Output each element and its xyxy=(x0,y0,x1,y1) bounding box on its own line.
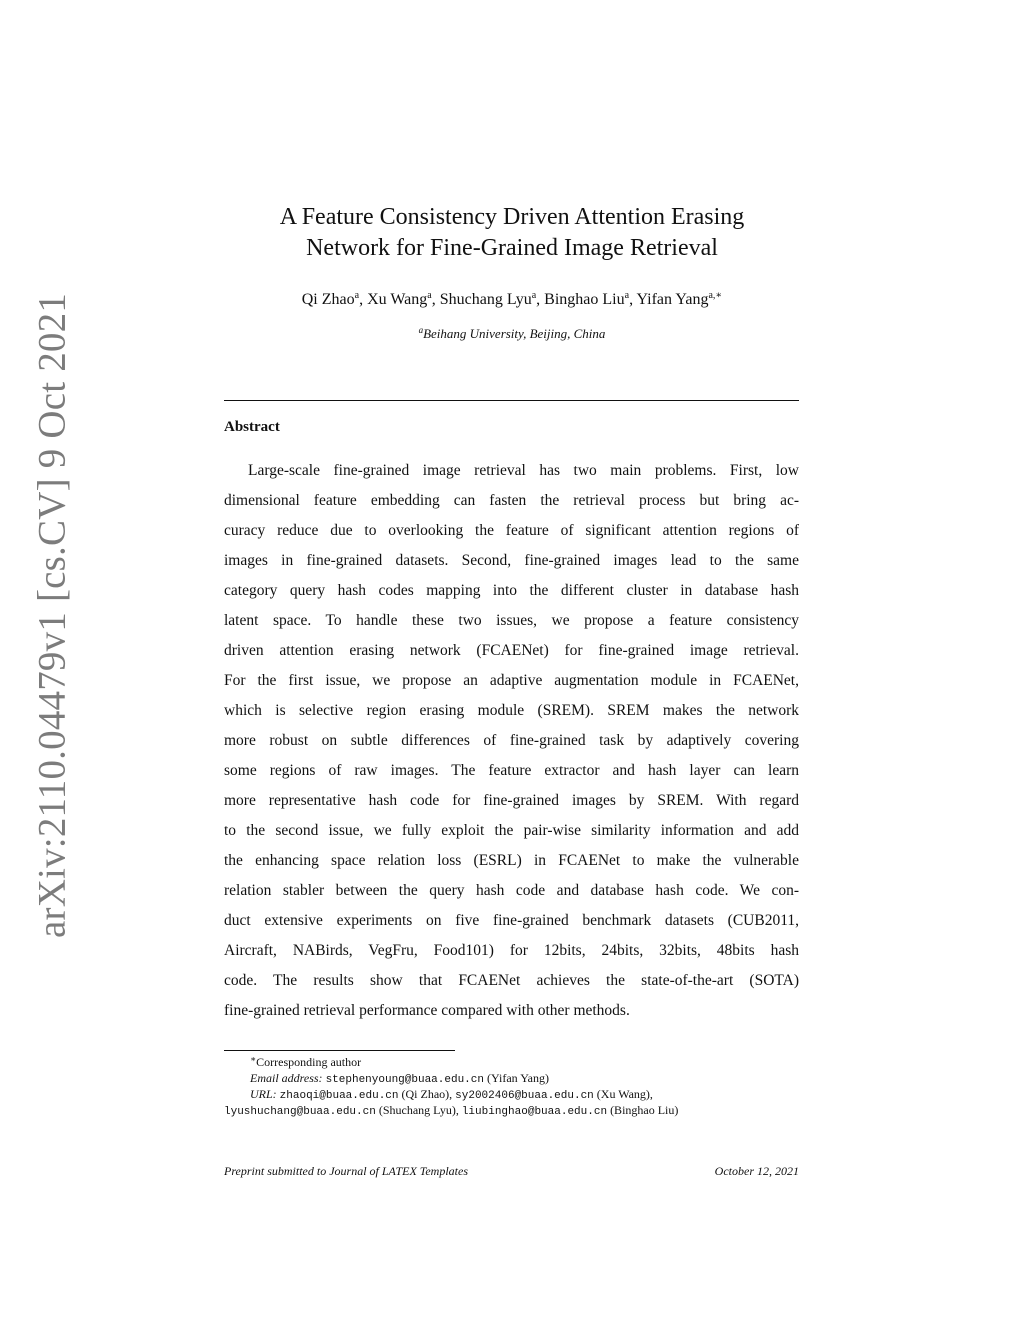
date-footer: October 12, 2021 xyxy=(714,1164,799,1178)
url-owner: (Shuchang Lyu), xyxy=(378,1103,459,1117)
abstract-line: more representative hash code for fine-grained images by SREM. With regard xyxy=(224,792,799,809)
author-name: Yifan Yang xyxy=(636,291,709,308)
abstract-line: code. The results show that FCAENet achieves the state-of-the-art (SOTA) xyxy=(224,972,799,989)
abstract-line: latent space. To handle these two issues, we propose a feature consistency xyxy=(224,612,799,629)
url-link[interactable]: zhaoqi@buaa.edu.cn xyxy=(279,1090,399,1102)
email-owner: (Yifan Yang) xyxy=(487,1071,549,1085)
author-affiliation-mark: a xyxy=(354,290,360,301)
url-label: URL: xyxy=(250,1087,277,1101)
abstract-heading: Abstract xyxy=(224,419,280,435)
email-label: Email address: xyxy=(250,1071,323,1085)
author-affiliation-mark: a,∗ xyxy=(708,290,723,301)
author-name: Qi Zhao xyxy=(301,291,355,308)
url-link[interactable]: lyushuchang@buaa.edu.cn xyxy=(224,1106,376,1118)
affiliation-mark: a xyxy=(418,325,424,335)
abstract-line: For the first issue, we propose an adaptive augmentation module in FCAENet, xyxy=(224,672,799,689)
preprint-footer: Preprint submitted to Journal of LATEX Templates xyxy=(224,1164,469,1178)
url-owner: (Binghao Liu) xyxy=(610,1103,679,1117)
abstract-line: category query hash codes mapping into the different cluster in database hash xyxy=(224,582,799,599)
corresponding-author-note xyxy=(224,1054,799,1070)
abstract-line: to the second issue, we fully exploit the pair-wise similarity information and add xyxy=(224,822,799,839)
author-affiliation-mark: a xyxy=(427,290,432,301)
url-note-line-1 xyxy=(224,1086,799,1102)
url-link[interactable]: sy2002406@buaa.edu.cn xyxy=(455,1090,594,1102)
email-link[interactable]: stephenyoung@buaa.edu.cn xyxy=(325,1074,484,1086)
author-affiliation-mark: a xyxy=(624,290,630,301)
footnotes xyxy=(224,1054,799,1118)
abstract-line: driven attention erasing network (FCAENet) for fine-grained image retrieval. xyxy=(224,642,799,659)
abstract-line: dimensional feature embedding can fasten the retrieval process but bring ac- xyxy=(224,492,799,509)
abstract-line: more robust on subtle differences of fine-grained task by adaptively covering xyxy=(224,732,799,749)
author-name: Xu Wang xyxy=(367,291,428,308)
abstract-top-rule xyxy=(224,400,799,401)
abstract-line: relation stabler between the query hash code and database hash code. We con- xyxy=(224,882,799,899)
footnote-rule xyxy=(224,1050,455,1051)
corresponding-mark: ∗ xyxy=(250,1054,257,1064)
paper-title xyxy=(210,202,814,264)
abstract-line: Large-scale fine-grained image retrieval has two main problems. First, low xyxy=(248,462,799,479)
email-note xyxy=(224,1070,799,1086)
arxiv-identifier: arXiv:2110.04479v1 [cs.CV] 9 Oct 2021 xyxy=(30,292,74,938)
author-list: Qi Zhao$^a$, Xu Wang$^a$, Shuchang Lyu$^a$, Binghao Liu$^a$, Yifan Yang$^{a,∗}$ xyxy=(301,290,723,308)
url-owner: (Qi Zhao), xyxy=(401,1087,453,1101)
abstract-line: which is selective region erasing module (SREM). SREM makes the network xyxy=(224,702,799,719)
abstract-line: images in fine-grained datasets. Second, fine-grained images lead to the same xyxy=(224,552,799,569)
abstract-line: the enhancing space relation loss (ESRL) in FCAENet to make the vulnerable xyxy=(224,852,799,869)
title-line-2: Network for Fine-Grained Image Retrieval xyxy=(306,235,718,261)
abstract-line: duct extensive experiments on five fine-grained benchmark datasets (CUB2011, xyxy=(224,912,799,929)
abstract-line: Aircraft, NABirds, VegFru, Food101) for 12bits, 24bits, 32bits, 48bits hash xyxy=(224,942,799,959)
corresponding-text: Corresponding author xyxy=(256,1055,362,1069)
abstract-line: some regions of raw images. The feature extractor and hash layer can learn xyxy=(224,762,799,779)
url-owner: (Xu Wang), xyxy=(596,1087,653,1101)
affiliation xyxy=(210,325,814,343)
author-affiliation-mark: a xyxy=(531,290,537,301)
abstract-line: fine-grained retrieval performance compared with other methods. xyxy=(224,1002,630,1019)
abstract-body xyxy=(224,456,799,1026)
author-name: Shuchang Lyu xyxy=(439,291,532,308)
url-link[interactable]: liubinghao@buaa.edu.cn xyxy=(461,1106,608,1118)
abstract-line: curacy reduce due to overlooking the feature of significant attention regions of xyxy=(224,522,799,539)
author-name: Binghao Liu xyxy=(544,291,625,308)
title-line-1: A Feature Consistency Driven Attention Erasing xyxy=(279,204,745,230)
url-note-line-2 xyxy=(224,1102,799,1118)
affiliation-text: Beihang University, Beijing, China xyxy=(423,326,606,341)
